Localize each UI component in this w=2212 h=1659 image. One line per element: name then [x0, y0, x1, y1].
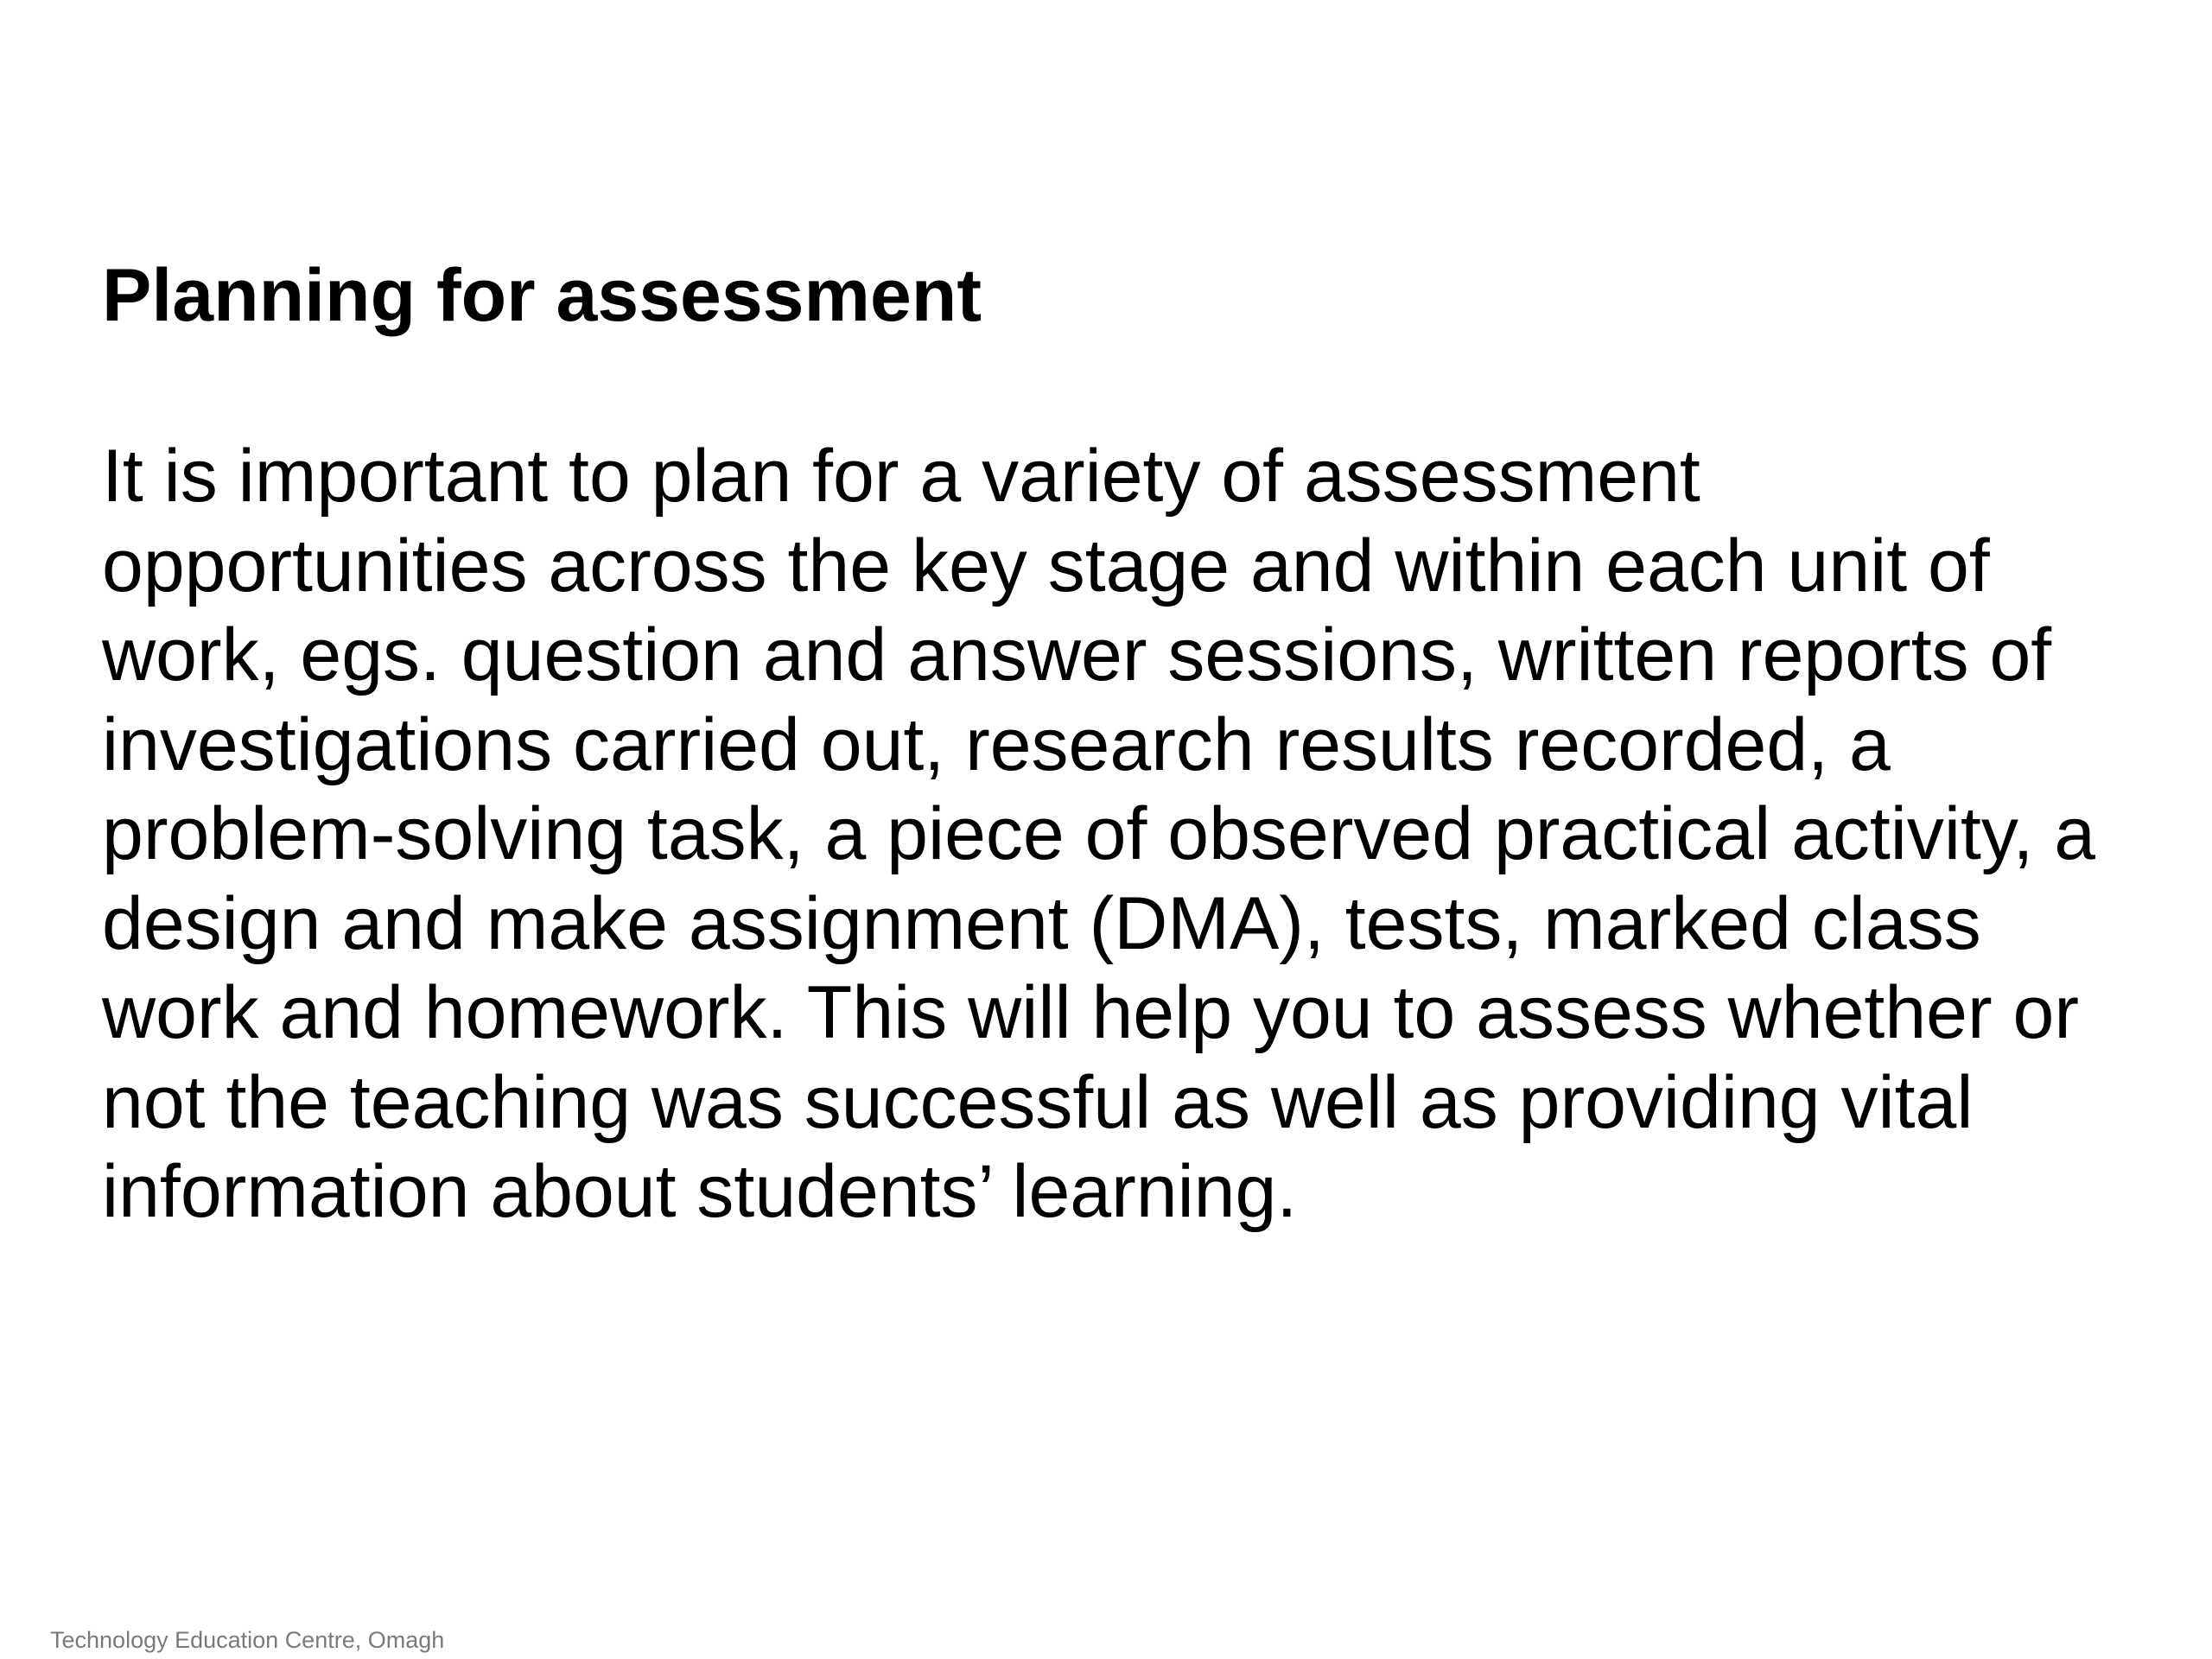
body-line: work, egs. question and answer sessions, written reports of: [102, 613, 2052, 696]
body-line: It is important to plan for a variety of assessment: [102, 435, 1700, 518]
slide-footer: Technology Education Centre, Omagh: [50, 1627, 445, 1653]
body-line: opportunities across the key stage and within each unit of: [102, 524, 1990, 607]
body-line: work and homework. This will help you to assess whether or: [102, 971, 2079, 1054]
body-line: not the teaching was successful as well as providing vital: [102, 1060, 1974, 1144]
slide-body-text: [102, 432, 2176, 1237]
slide-title: Planning for assessment: [102, 254, 982, 337]
body-line: problem-solving task, a piece of observed practical activity, a: [102, 792, 2096, 875]
body-line: design and make assignment (DMA), tests, marked class: [102, 881, 1981, 965]
body-line: information about students’ learning.: [102, 1150, 1298, 1233]
body-line: investigations carried out, research results recorded, a: [102, 702, 1891, 786]
